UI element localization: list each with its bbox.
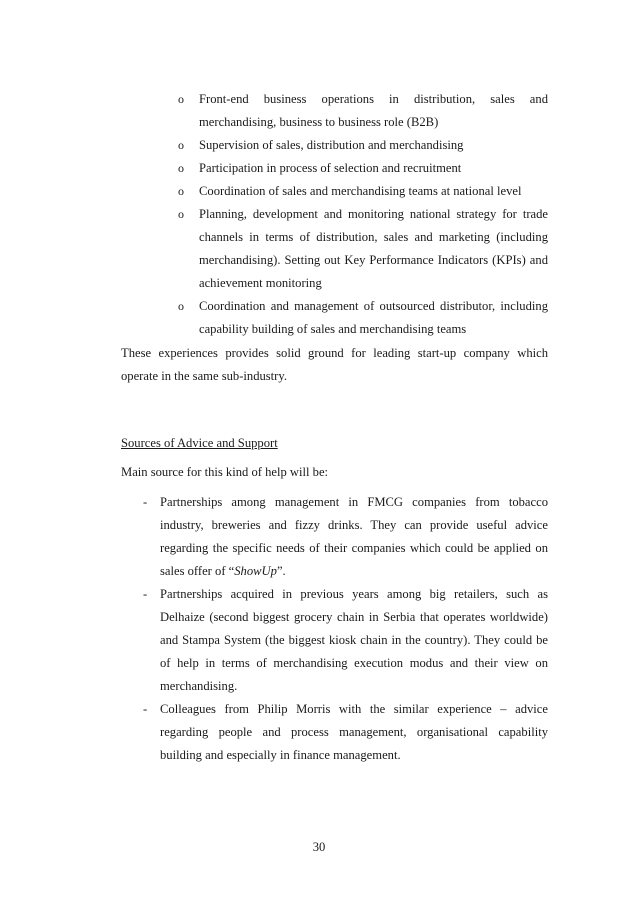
dash-bullet-icon: - [143,587,148,601]
company-name-emphasis: ShowUp [234,564,277,578]
circle-bullet-icon: o [178,92,184,106]
sub-list-item-text: Planning, development and monitoring national strategy for trade channels in terms of distribution, sales and marketing (including merchandising). Setting out Key Performance Indicators (KPIs) and achievement monitoring [199,207,548,290]
page-number: 30 [312,840,326,854]
sub-list-item [178,180,548,203]
advice-sources-list [145,491,548,767]
sub-list-item [178,203,548,295]
circle-bullet-icon: o [178,207,184,221]
experience-paragraph: These experiences provides solid ground for leading start-up company which operate in the same sub-industry. [121,346,548,383]
circle-bullet-icon: o [178,138,184,152]
circle-bullet-icon: o [178,184,184,198]
dash-list-item-text: Partnerships among management in FMCG companies from tobacco industry, breweries and fizzy drinks. They can provide useful advice regarding the specific needs of their companies which could be applied on sales offer of “ [160,495,548,578]
dash-list-item-text: Colleagues from Philip Morris with the similar experience – advice regarding people and process management, organisational capability building and especially in finance management. [160,702,548,762]
dash-list-item [145,583,548,698]
sub-list-item [178,157,548,180]
circle-bullet-icon: o [178,299,184,313]
sub-list-item-text: Coordination of sales and merchandising teams at national level [199,184,522,198]
dash-list-item [145,491,548,583]
sub-list-item-text: Supervision of sales, distribution and merchandising [199,138,464,152]
section-intro: Main source for this kind of help will be: [121,465,329,479]
experience-sub-list [178,88,548,341]
circle-bullet-icon: o [178,161,184,175]
dash-list-item [145,698,548,767]
dash-list-item-text: Partnerships acquired in previous years among big retailers, such as Delhaize (second biggest grocery chain in Serbia that operates worldwide) and Stampa System (the biggest kiosk chain in the country). They could be of help in terms of merchandising execution modus and their view on merchandising. [160,587,548,693]
dash-list-item-text-end: ”. [276,564,286,578]
sub-list-item-text: Coordination and management of outsourced distributor, including capability building of sales and merchandising teams [199,299,548,336]
sub-list-item [178,88,548,134]
sub-list-item [178,134,548,157]
sub-list-item-text: Participation in process of selection and recruitment [199,161,462,175]
dash-bullet-icon: - [143,702,148,716]
sub-list-item-text: Front-end business operations in distribution, sales and merchandising, business to business role (B2B) [199,92,548,129]
sub-list-item [178,295,548,341]
section-heading: Sources of Advice and Support [121,436,278,450]
dash-bullet-icon: - [143,495,148,509]
